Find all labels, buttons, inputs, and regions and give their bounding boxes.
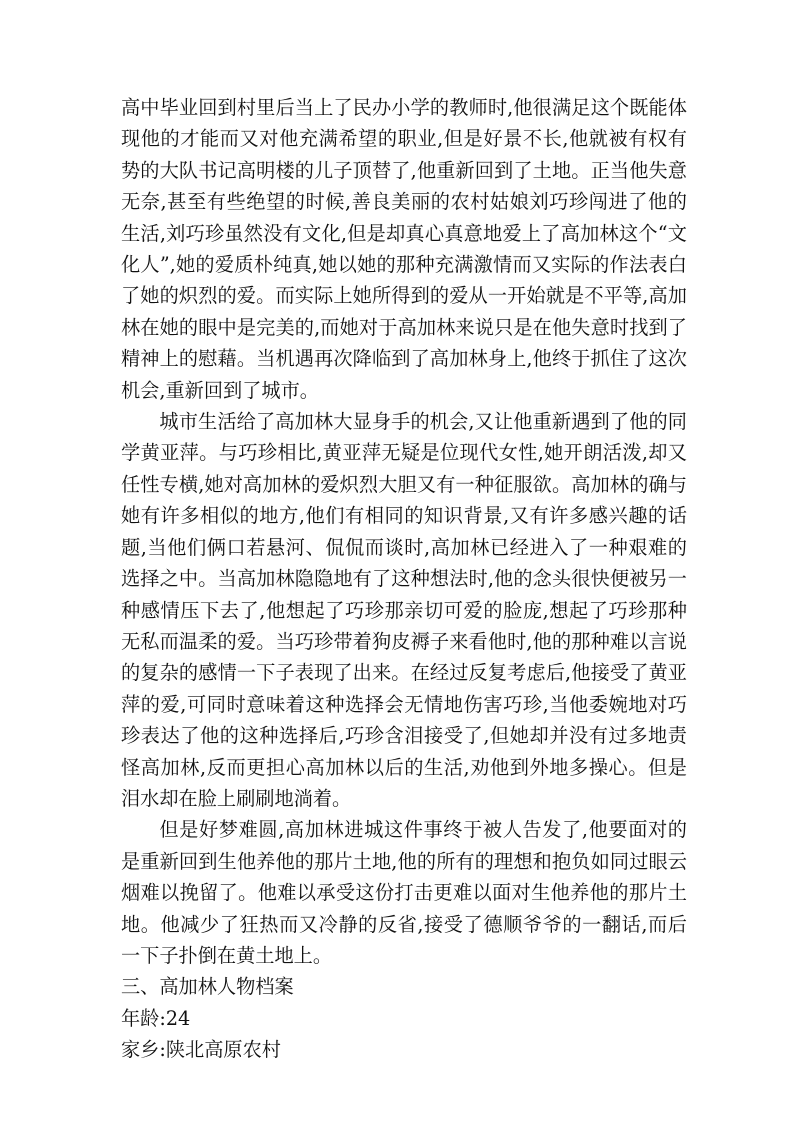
document-page: [121, 92, 687, 1066]
body-paragraph-1: 高中毕业回到村里后当上了民办小学的教师时,他很满足这个既能体现他的才能而又对他充满希望的职业,但是好景不长,他就被有权有势的大队书记高明楼的儿子顶替了,他重新回到了土地。正当他失意无奈,甚至有些绝望的时候,善良美丽的农村姑娘刘巧珍闯进了他的生活,刘巧珍虽然没有文化,但是却真心真意地爱上了高加林这个“文化人”,她的爱质朴纯真,她以她的那种充满激情而又实际的作法表白了她的炽烈的爱。而实际上她所得到的爱从一开始就是不平等,高加林在她的眼中是完美的,而她对于高加林来说只是在他失意时找到了精神上的慰藉。当机遇再次降临到了高加林身上,他终于抓住了这次机会,重新回到了城市。: [121, 96, 687, 402]
section-heading: 三、高加林人物档案: [121, 975, 294, 999]
profile-hometown: 家乡:陕北高原农村: [121, 1038, 281, 1062]
body-paragraph-2: 城市生活给了高加林大显身手的机会,又让他重新遇到了他的同学黄亚萍。与巧珍相比,黄亚萍无疑是位现代女性,她开朗活泼,却又任性专横,她对高加林的爱炽烈大胆又有一种征服欲。高加林的确与她有许多相似的地方,他们有相同的知识背景,又有许多感兴趣的话题,当他们俩口若悬河、侃侃而谈时,高加林已经进入了一种艰难的选择之中。当高加林隐隐地有了这种想法时,他的念头很快便被另一种感情压下去了,他想起了巧珍那亲切可爱的脸庞,想起了巧珍那种无私而温柔的爱。当巧珍带着狗皮褥子来看他时,他的那种难以言说的复杂的感情一下子表现了出来。在经过反复考虑后,他接受了黄亚萍的爱,可同时意味着这种选择会无情地伤害巧珍,当他委婉地对巧珍表达了他的这种选择后,巧珍含泪接受了,但她却并没有过多地责怪高加林,反而更担心高加林以后的生活,劝他到外地多操心。但是泪水却在脸上刷刷地淌着。: [121, 410, 687, 810]
profile-age: 年龄:24: [121, 1006, 191, 1030]
body-paragraph-3: 但是好梦难圆,高加林进城这件事终于被人告发了,他要面对的是重新回到生他养他的那片土地,他的所有的理想和抱负如同过眼云烟难以挽留了。他难以承受这份打击更难以面对生他养他的那片土地。他减少了狂热而又冷静的反省,接受了德顺爷爷的一翻话,而后一下子扑倒在黄土地上。: [121, 818, 687, 967]
